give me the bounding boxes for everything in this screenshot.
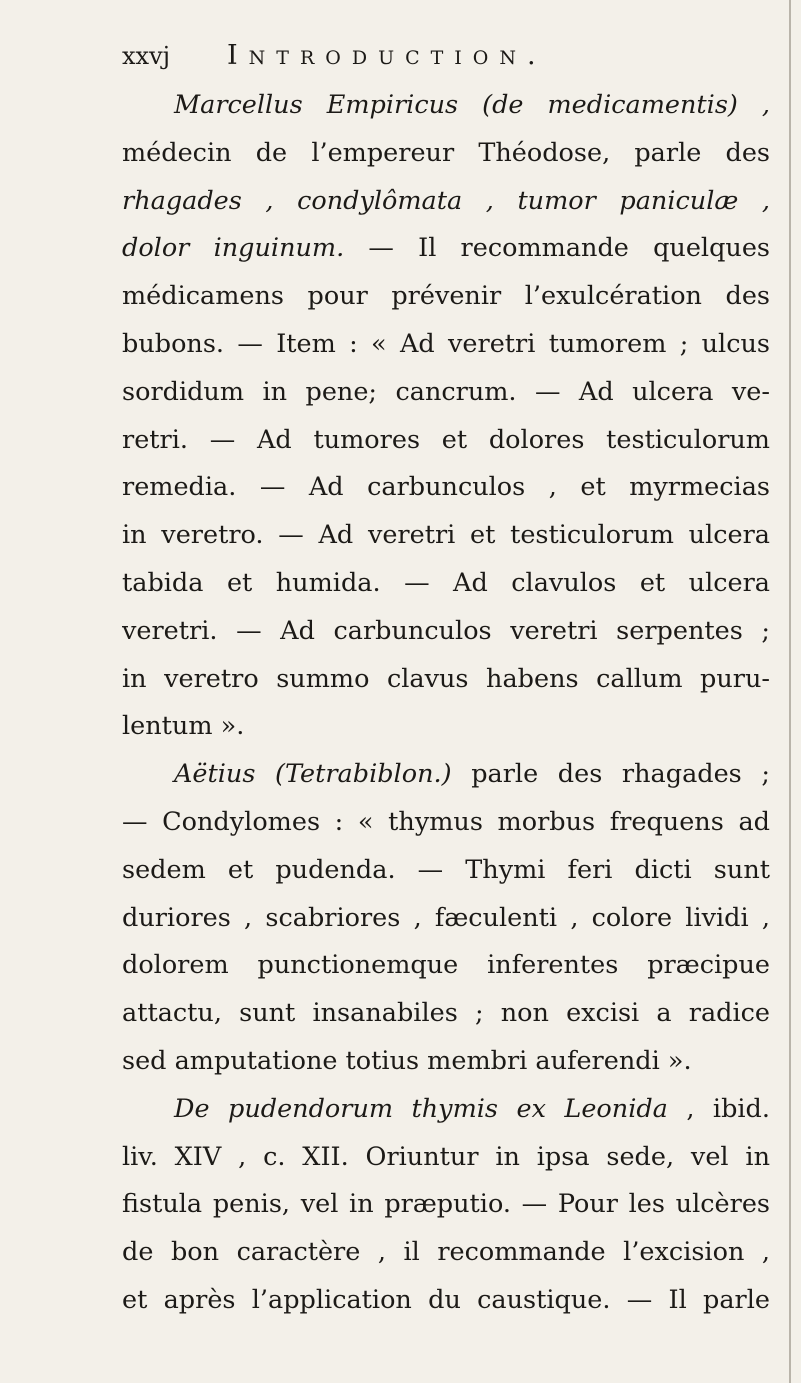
italic-text: dolor inguinum. — [122, 233, 345, 264]
text-line — [122, 942, 770, 990]
text-line — [122, 1277, 770, 1325]
italic-text: Aëtius (Tetrabiblon.) — [174, 759, 452, 790]
roman-text: , ibid. — [667, 1093, 770, 1124]
roman-text: attactu, sunt insanabiles ; non excisi a radice — [122, 998, 770, 1029]
roman-text: sordidum in pene; cancrum. — Ad ulcera ve- — [122, 376, 770, 407]
roman-text: dolorem punctionemque inferentes præcipue — [122, 950, 770, 981]
roman-text: médecin de l’empereur Théodose, parle des — [122, 137, 770, 168]
text-line — [122, 656, 770, 704]
roman-text: — Condylomes : « thymus morbus frequens ad — [122, 806, 770, 837]
roman-text: in veretro. — Ad veretri et testiculorum ulcera — [122, 520, 770, 551]
roman-text: tabida et humida. — Ad clavulos et ulcera — [122, 567, 770, 598]
roman-text: remedia. — Ad carbunculos , et myrmecias — [122, 472, 770, 503]
italic-text: De pudendorum thymis ex Leonida — [174, 1093, 668, 1124]
roman-text: sed amputatione totius membri auferendi ». — [122, 1045, 692, 1076]
text-line — [122, 751, 770, 799]
italic-text: rhagades , condylômata , tumor paniculæ , — [122, 185, 770, 216]
text-line — [122, 703, 770, 751]
text-line — [122, 1134, 770, 1182]
roman-text: liv. XIV , c. XII. Oriuntur in ipsa sede, vel in — [122, 1141, 770, 1172]
text-line — [122, 1038, 770, 1086]
roman-text: in veretro summo clavus habens callum puru- — [122, 663, 770, 694]
roman-text: parle des rhagades ; — [451, 759, 770, 790]
roman-text: médicamens pour prévenir l’exulcération des — [122, 281, 770, 312]
page-edge — [789, 0, 791, 1383]
text-line — [122, 369, 770, 417]
text-line — [122, 464, 770, 512]
text-line — [122, 417, 770, 465]
text-line — [122, 847, 770, 895]
text-line — [122, 1086, 770, 1134]
roman-text: — Il recommande quelques — [344, 233, 770, 264]
text-line — [122, 225, 770, 273]
running-header — [122, 36, 762, 80]
text-line — [122, 321, 770, 369]
text-line — [122, 990, 770, 1038]
text-line — [122, 608, 770, 656]
italic-text: Marcellus Empiricus (de medicamentis) , — [174, 90, 770, 120]
text-line — [122, 895, 770, 943]
roman-text: et après l’application du caustique. — Il parle — [122, 1284, 770, 1315]
text-line — [122, 1181, 770, 1229]
text-line — [122, 512, 770, 560]
roman-text: veretri. — Ad carbunculos veretri serpentes ; — [122, 615, 770, 646]
text-line — [122, 82, 770, 130]
text-line — [122, 130, 770, 178]
roman-text: de bon caractère , il recommande l’excision , — [122, 1237, 770, 1268]
running-title: Introduction. — [227, 40, 547, 71]
text-line — [122, 799, 770, 847]
text-line — [122, 560, 770, 608]
body-text — [122, 82, 770, 1325]
roman-text: bubons. — Item : « Ad veretri tumorem ; ulcus — [122, 328, 770, 359]
text-line — [122, 178, 770, 226]
roman-text: fistula penis, vel in præputio. — Pour les ulcères — [122, 1189, 770, 1220]
roman-text: sedem et pudenda. — Thymi feri dicti sunt — [122, 854, 770, 885]
text-line — [122, 273, 770, 321]
roman-text: retri. — Ad tumores et dolores testiculorum — [122, 424, 770, 455]
roman-text: duriores , scabriores , fæculenti , colore lividi , — [122, 902, 770, 933]
text-line — [122, 1229, 770, 1277]
page-number: xxvj — [122, 42, 171, 70]
roman-text: lentum ». — [122, 711, 245, 742]
